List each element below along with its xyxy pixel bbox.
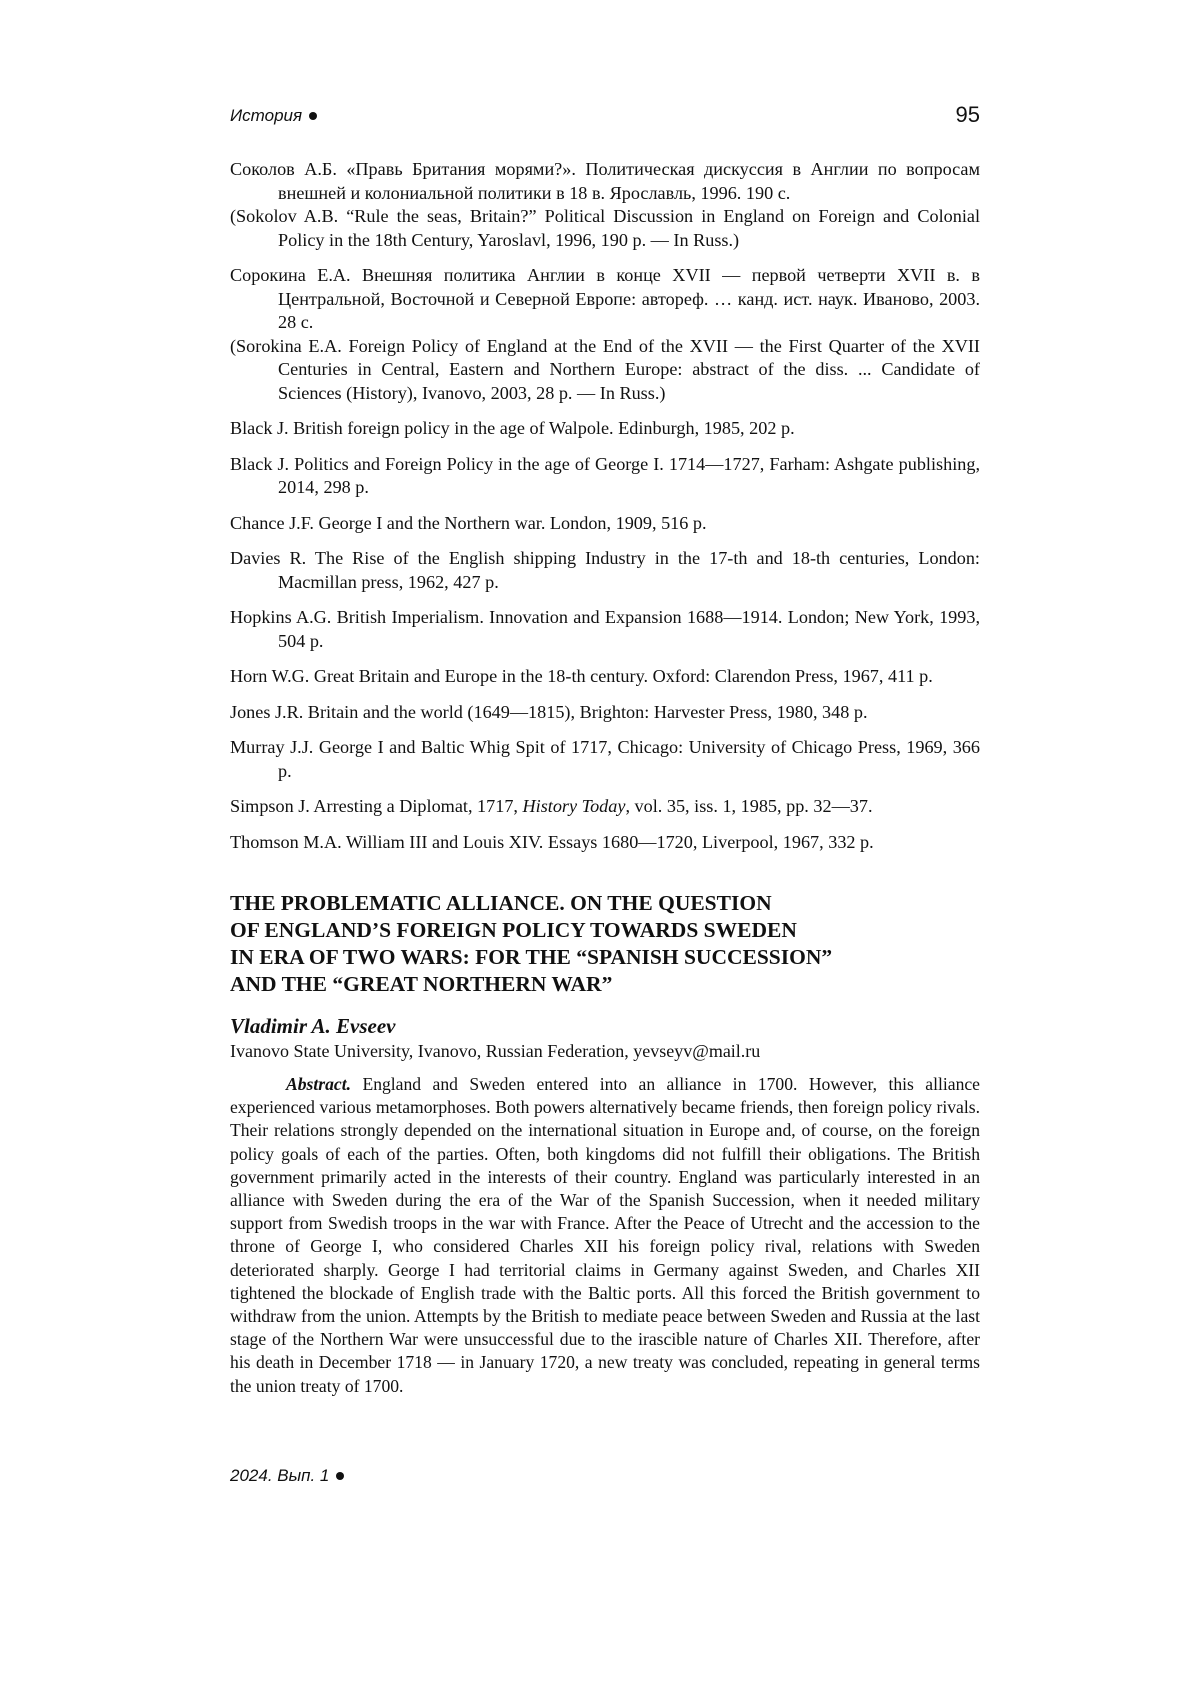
reference-item: Davies R. The Rise of the English shipping Industry in the 17-th and 18-th centuries, London: Macmillan press, 1962, 427 p. bbox=[230, 548, 980, 592]
article-title-line: THE PROBLEMATIC ALLIANCE. ON THE QUESTION bbox=[230, 891, 772, 915]
reference-item: Black J. Politics and Foreign Policy in the age of George I. 1714—1727, Farham: Ashgate publishing, 2014, 298 p. bbox=[230, 453, 980, 497]
reference-item: (Sokolov A.B. “Rule the seas, Britain?” Political Discussion in England on Foreign and Colonial Policy in the 18th Century, Yaroslavl, 1996, 190 p. — In Russ.) bbox=[230, 206, 980, 250]
author-affiliation: Ivanovo State University, Ivanovo, Russian Federation, yevseyv@mail.ru bbox=[230, 1041, 761, 1061]
abstract-text: England and Sweden entered into an alliance in 1700. However, this alliance experienced various metamorphoses. Both powers alternatively became friends, then foreign policy rivals. Their relations strongly depended on the international situation in Europe and, of course, on the foreign policy goals of each of the parties. Often, both kingdoms did not fulfill their obligations. The British government primarily acted in the interests of their country. England was particularly interested in an alliance with Sweden during the era of the War of the Spanish Succession, when it needed military support from Swedish troops in the war with France. After the Peace of Utrecht and the accession to the throne of George I, who considered Charles XII his foreign policy rival, relations with Sweden deteriorated sharply. George I had territorial claims in Germany against Sweden, and Charles XII tightened the blockade of English trade with the Baltic ports. All this forced the British government to withdraw from the union. Attempts by the British to mediate peace between Sweden and Russia at the last stage of the Northern War were unsuccessful due to the irascible nature of Charles XII. Therefore, after his death in December 1718 — in January 1720, a new treaty was concluded, repeating in general terms the union treaty of 1700. bbox=[230, 1074, 980, 1396]
running-head bbox=[230, 104, 980, 134]
reference-item: Сорокина Е.А. Внешняя политика Англии в конце XVII — первой четверти XVII в. в Центральной, Восточной и Северной Европе: автореф. … канд. ист. наук. Иваново, 2003. 28 с. bbox=[230, 265, 980, 332]
reference-item: Murray J.J. George I and Baltic Whig Spit of 1717, Chicago: University of Chicago Press, 1969, 366 p. bbox=[230, 737, 980, 781]
reference-item: Jones J.R. Britain and the world (1649—1815), Brighton: Harvester Press, 1980, 348 p. bbox=[230, 701, 868, 722]
running-foot bbox=[230, 1466, 344, 1486]
reference-item: Соколов А.Б. «Правь Британия морями?». Политическая дискуссия в Англии по вопросам внешней и колониальной политики в 18 в. Ярославль, 1996. 190 с. bbox=[230, 159, 980, 203]
bullet-icon bbox=[309, 112, 317, 120]
abstract-label: Abstract. bbox=[286, 1074, 352, 1094]
reference-text: Simpson J. Arresting a Diplomat, 1717, bbox=[230, 796, 523, 816]
reference-item: Horn W.G. Great Britain and Europe in the 18-th century. Oxford: Clarendon Press, 1967, 411 p. bbox=[230, 666, 933, 686]
page-number: 95 bbox=[955, 102, 980, 127]
reference-list bbox=[230, 158, 980, 866]
section-label-text: История bbox=[230, 106, 303, 125]
journal-title: History Today bbox=[522, 796, 626, 816]
abstract bbox=[230, 1073, 980, 1398]
article-title bbox=[230, 890, 980, 998]
section-label bbox=[230, 106, 317, 126]
author-name: Vladimir A. Evseev bbox=[230, 1014, 396, 1038]
reference-text: , vol. 35, iss. 1, 1985, pp. 32—37. bbox=[625, 796, 873, 816]
article-title-line: IN ERA OF TWO WARS: FOR THE “SPANISH SUCCESSION” bbox=[230, 945, 833, 969]
article-title-line: OF ENGLAND’S FOREIGN POLICY TOWARDS SWEDEN bbox=[230, 918, 797, 942]
bullet-icon bbox=[336, 1472, 344, 1480]
issue-label: 2024. Вып. 1 bbox=[230, 1466, 330, 1485]
article-title-line: AND THE “GREAT NORTHERN WAR” bbox=[230, 972, 613, 996]
reference-item: Hopkins A.G. British Imperialism. Innovation and Expansion 1688—1914. London; New York, 1993, 504 p. bbox=[230, 607, 980, 651]
reference-item bbox=[230, 795, 980, 819]
reference-item: (Sorokina E.A. Foreign Policy of England at the End of the XVII — the First Quarter of the XVII Centuries in Central, Eastern and Northern Europe: abstract of the diss. ... Candidate of Sciences (History), Ivanovo, 2003, 28 p. — In Russ.) bbox=[230, 335, 980, 403]
reference-item: Chance J.F. George I and the Northern war. London, 1909, 516 p. bbox=[230, 512, 707, 533]
reference-item: Black J. British foreign policy in the age of Walpole. Edinburgh, 1985, 202 p. bbox=[230, 418, 795, 438]
reference-item: Thomson M.A. William III and Louis XIV. Essays 1680—1720, Liverpool, 1967, 332 p. bbox=[230, 831, 874, 852]
